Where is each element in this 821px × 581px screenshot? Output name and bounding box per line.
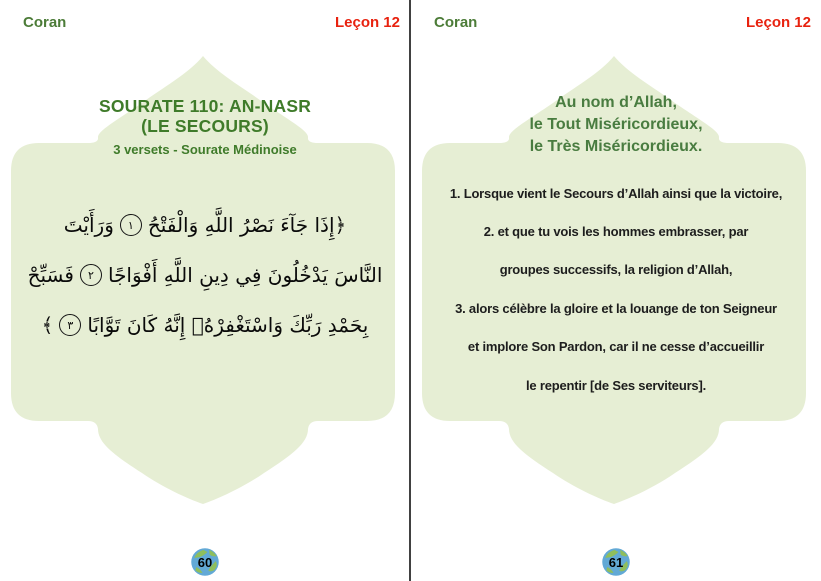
page-number-badge (190, 547, 220, 577)
verse-number: ٢ (88, 268, 94, 282)
arabic-verses (16, 200, 394, 350)
bismillah-line-3: le Très Miséricordieux. (529, 138, 703, 155)
lesson-label: Leçon 12 (745, 14, 811, 31)
verse-marker-1 (120, 214, 142, 236)
verse-line-5: et implore Son Pardon, car il ne cesse d’accueillir (467, 339, 765, 355)
surah-title-block (0, 97, 410, 157)
bismillah-block (411, 92, 821, 158)
surah-subtitle: 3 versets - Sourate Médinoise (113, 142, 297, 157)
page-left (0, 0, 410, 581)
page-right (411, 0, 821, 581)
page-number: 60 (197, 554, 213, 570)
arabic-text: بِحَمْدِ رَبِّكَ وَاسْتَغْفِرْهُۚ إِنَّهُ كَانَ تَوَّابًا (87, 313, 369, 337)
verse-line-2: 2. et que tu vois les hommes embrasser, par (483, 224, 749, 240)
bismillah-line-1: Au nom d’Allah, (555, 94, 677, 111)
page-number-badge (601, 547, 631, 577)
arabic-text: ﴿إِذَا جَآءَ نَصْرُ اللَّهِ وَالْفَتْحُ (147, 213, 347, 237)
book-title: Coran (434, 14, 478, 31)
arabic-line-1 (16, 200, 394, 250)
page-header (411, 14, 821, 31)
verse-line-4: 3. alors célèbre la gloire et la louange de ton Seigneur (455, 300, 777, 316)
arabic-text: فَسَبِّحْ (27, 263, 74, 287)
verse-line-6: le repentir [de Ses serviteurs]. (525, 377, 706, 393)
page-number: 61 (608, 554, 624, 570)
surah-title-line2: (LE SECOURS) (141, 115, 269, 136)
page-header (0, 14, 410, 31)
verse-number: ٣ (67, 318, 74, 332)
verse-marker-3 (59, 314, 81, 336)
arabic-text: ﴾ (41, 313, 54, 337)
verse-marker-2 (80, 264, 102, 286)
arabic-line-2 (16, 250, 394, 300)
arabic-text: وَرَأَيْتَ (63, 213, 114, 237)
arabic-line-3 (16, 300, 394, 350)
verse-line-1: 1. Lorsque vient le Secours d’Allah ainsi que la victoire, (449, 185, 783, 201)
translation-verses (431, 174, 801, 404)
arabic-text: النَّاسَ يَدْخُلُونَ فِي دِينِ اللَّهِ أَفْوَاجًا (107, 263, 383, 287)
bismillah-line-2: le Tout Miséricordieux, (529, 116, 703, 133)
surah-title-line1: SOURATE 110: AN-NASR (98, 96, 312, 116)
verse-number: ١ (127, 218, 134, 232)
verse-line-3: groupes successifs, la religion d’Allah, (499, 262, 733, 278)
lesson-label: Leçon 12 (334, 14, 400, 31)
book-title: Coran (23, 14, 67, 31)
